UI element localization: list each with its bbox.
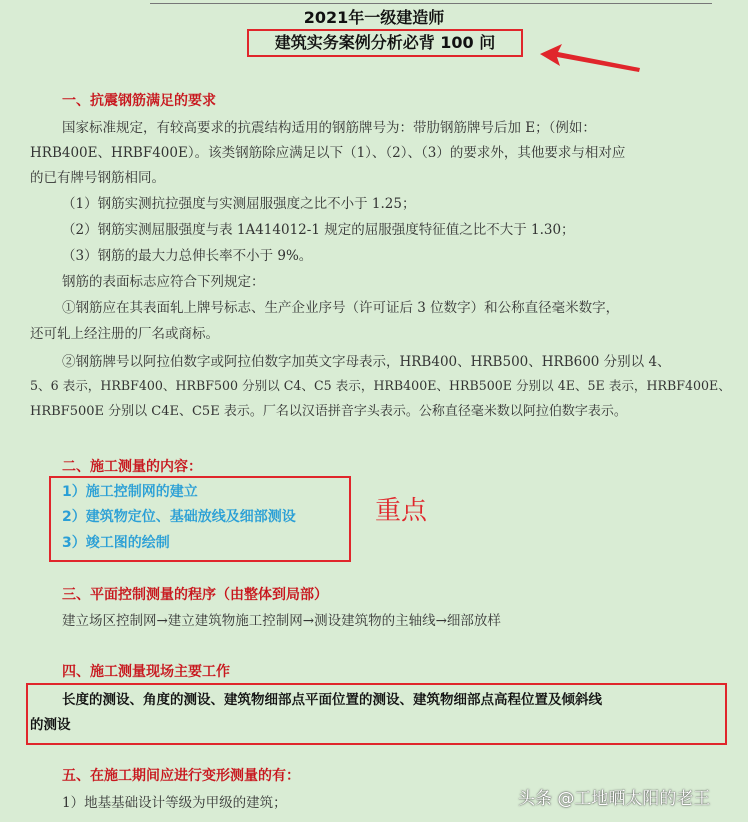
section2-item: 2）建筑物定位、基础放线及细部测设 — [62, 509, 296, 525]
document-subtitle: 建筑实务案例分析必背 100 问 — [247, 29, 523, 57]
section3-heading: 三、平面控制测量的程序（由整体到局部） — [62, 587, 328, 603]
section1-marking-line: 5、6 表示，HRBF400、HRBF500 分别以 C4、C5 表示，HRB400E、HRB500E 分别以 4E、5E 表示，HRBF400E、 — [30, 378, 731, 393]
section1-item: （1）钢筋实测抗拉强度与实测屈服强度之比不小于 1.25； — [62, 196, 416, 212]
document-title: 2021年一级建造师 — [303, 8, 445, 27]
section1-heading: 一、抗震钢筋满足的要求 — [62, 93, 216, 109]
watermark: 头条 @工地晒太阳的老王 — [518, 789, 711, 809]
section1-item: （3）钢筋的最大力总伸长率不小于 9%。 — [62, 248, 313, 264]
section2-item: 3）竣工图的绘制 — [62, 535, 170, 551]
section5-heading: 五、在施工期间应进行变形测量的有： — [62, 768, 300, 784]
section1-intro-line: HRB400E、HRBF400E）。该类钢筋除应满足以下（1）、（2）、（3）的要求外，其他要求与相对应 — [30, 145, 626, 161]
section1-marking-line: HRBF500E 分别以 C4E、C5E 表示。厂名以汉语拼音字头表示。公称直径毫米数以阿拉伯数字表示。 — [30, 404, 627, 419]
section1-marking-line: ②钢筋牌号以阿拉伯数字或阿拉伯数字加英文字母表示，HRB400、HRB500、HRB600 分别以 4、 — [62, 354, 671, 370]
section4-body-line: 长度的测设、角度的测设、建筑物细部点平面位置的测设、建筑物细部点高程位置及倾斜线 — [62, 692, 602, 708]
section4-body-line: 的测设 — [30, 717, 71, 733]
section2-heading: 二、施工测量的内容： — [62, 459, 202, 475]
top-rule — [150, 3, 712, 4]
key-point-annotation: 重点 — [375, 496, 428, 526]
section1-marking-line: 还可轧上经注册的厂名或商标。 — [30, 326, 219, 342]
section4-heading: 四、施工测量现场主要工作 — [62, 664, 230, 680]
section1-intro-line: 的已有牌号钢筋相同。 — [30, 170, 165, 186]
section2-item: 1）施工控制网的建立 — [62, 484, 198, 500]
section3-body: 建立场区控制网→建立建筑物施工控制网→测设建筑物的主轴线→细部放样 — [62, 613, 501, 629]
section1-item: （2）钢筋实测屈服强度与表 1A414012-1 规定的屈服强度特征值之比不大于 1.30； — [62, 222, 575, 238]
section1-marking-intro: 钢筋的表面标志应符合下列规定： — [62, 274, 265, 290]
red-arrow-icon — [540, 42, 650, 77]
section5-body: 1）地基基础设计等级为甲级的建筑； — [62, 795, 287, 811]
section1-marking-line: ①钢筋应在其表面轧上牌号标志、生产企业序号（许可证后 3 位数字）和公称直径毫米数字， — [62, 300, 620, 316]
section1-intro-line: 国家标准规定，有较高要求的抗震结构适用的钢筋牌号为：带肋钢筋牌号后加 E；（例如： — [62, 120, 596, 136]
